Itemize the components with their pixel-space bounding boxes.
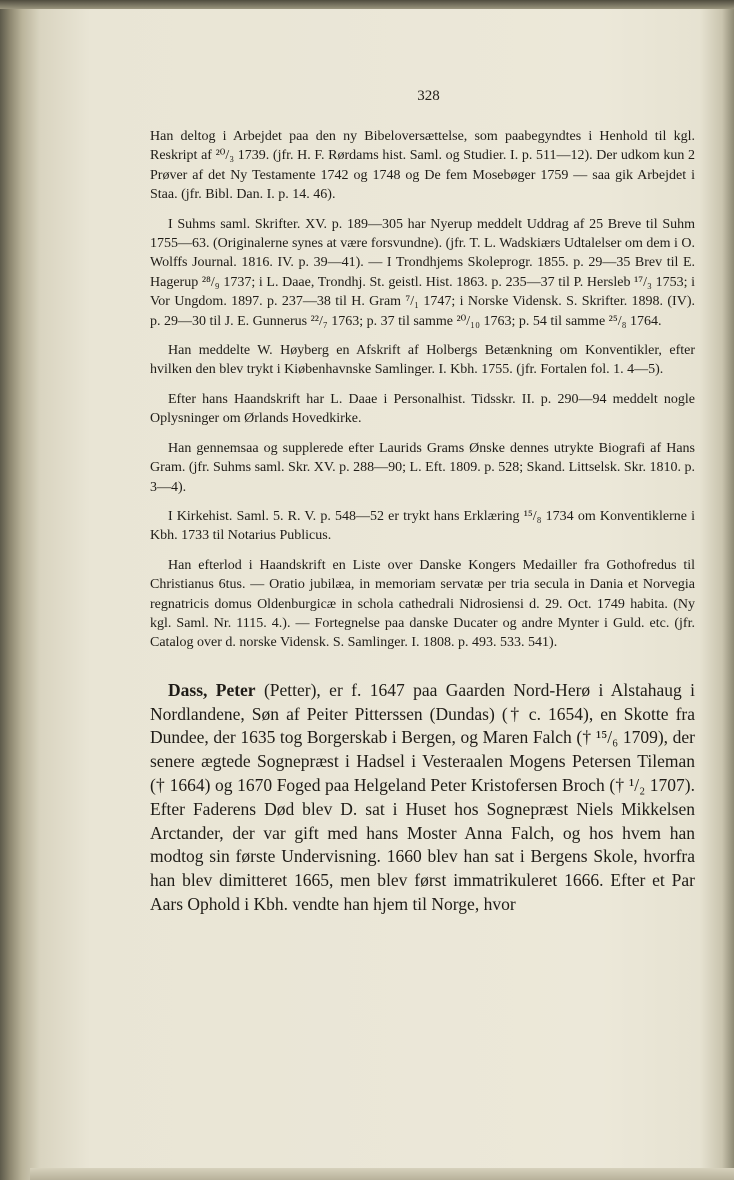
paragraph-conventicle-declaration: I Kirkehist. Saml. 5. R. V. p. 548—52 er trykt hans Erklæring ¹⁵/₈ 1734 om Konventiklerne i Kbh. 1733 til Notarius Publicus.: [150, 508, 695, 544]
entry-text: (Petter), er f. 1647 paa Gaarden Nord-Herø i Alstahaug i Nordlandene, Søn af Peiter Pitterssen (Dundas) († c. 1654), en Skotte fra Dundee, der 1635 tog Borgerskab i Bergen, og Maren Falch († ¹⁵/₆ 1709), der senere ægtede Sognepræst i Hadsel i Vesteraalen Mogens Petersen Tileman († 1664) og 1670 Foged paa Helgeland Peter Kristofersen Broch († ¹/₂ 1707). Efter Faderens Død blev D. sat i Huset hos Sognepræst Niels Mikkelsen Arctander, der var gift med hans Moster Anna Falch, og hos hvem han modtog sin første Undervisning. 1660 blev han sat i Bergens Skole, hvorfra han blev dimitteret 1665, men blev først immatrikuleret 1666. Efter et Par Aars Ophold i Kbh. vendte han hjem til Norge, hvor: [150, 679, 695, 914]
page-bottom-edge: [30, 1168, 734, 1180]
paragraph-orland-church: Efter hans Haandskrift har L. Daae i Personalhist. Tidsskr. II. p. 290—94 meddelt nogle Oplysninger om Ørlands Hovedkirke.: [150, 391, 695, 427]
entry-dass-peter: [150, 679, 695, 917]
entry-headword: Dass, Peter: [168, 679, 256, 700]
scan-top-edge: [0, 0, 734, 9]
page-number: 328: [417, 88, 440, 104]
paragraph-holberg-transcript: Han meddelte W. Høyberg en Afskrift af Holbergs Betænkning om Konventikler, efter hvilken den blev trykt i Kiøbenhavnske Samlinger. I. Kbh. 1755. (jfr. Fortalen fol. 1. 4—5).: [150, 343, 695, 378]
paragraph-gram-biography: Han gennemsaa og supplerede efter Laurids Grams Ønske dennes utrykte Biografi af Hans Gram. (jfr. Suhms saml. Skr. XV. p. 288—90; L. Eft. 1809. p. 528; Skand. Littselsk. Skr. 1810. p. 3—4).: [150, 440, 695, 495]
paragraph-manuscript-list: Han efterlod i Haandskrift en Liste over Danske Kongers Medailler fra Gothofredus til Christianus 6tus. — Oratio jubilæa, in memoriam servatæ per tria secula in Dania et Norvegia regnatricis domus Oldenburgicæ in schola cathedrali Nidrosiensi d. 29. Oct. 1749 habita. (Ny kgl. Saml. Nr. 1115. 4.). — Fortegnelse paa danske Ducater og andre Mynter i Guld. etc. (jfr. Catalog over d. norske Vidensk. S. Samlinger. I. 1808. p. 493. 533. 541).: [150, 557, 695, 651]
book-page: [150, 88, 695, 1098]
paragraph-letters-to-suhm: I Suhms saml. Skrifter. XV. p. 189—305 har Nyerup meddelt Uddrag af 25 Breve til Suhm 1755—63. (Originalerne synes at være forsvundne). (jfr. T. L. Wadskiærs Udtalelser om dem i O. Wolffs Journal. 1816. IV. p. 39—41). — I Trondhjems Skoleprogr. 1855. p. 29—35 Brev til E. Hagerup ²⁸/₉ 1737; i L. Daae, Trondhj. St. geistl. Hist. 1863. p. 235—37 til P. Hersleb ¹⁷/₃ 1753; i Vor Ungdom. 1897. p. 237—38 til H. Gram ⁷/₁ 1747; i Norske Vidensk. S. Skrifter. 1898. (IV). p. 29—30 til J. E. Gunnerus ²²/₇ 1763; p. 37 til samme ²⁰/₁₀ 1763; p. 54 til samme ²⁵/₈ 1764.: [150, 216, 695, 329]
paragraph-bible-translation: Han deltog i Arbejdet paa den ny Bibeloversættelse, som paabegyndtes i Henhold til kgl. Reskript af ²⁰/₃ 1739. (jfr. H. F. Rørdams hist. Saml. og Studier. I. p. 511—12). Der udkom kun 2 Prøver af det Ny Testamente 1742 og 1748 og De fem Mosebøger 1759 — saa gik Arbejdet i Staa. (jfr. Bibl. Dan. I. p. 14. 46).: [150, 129, 695, 203]
